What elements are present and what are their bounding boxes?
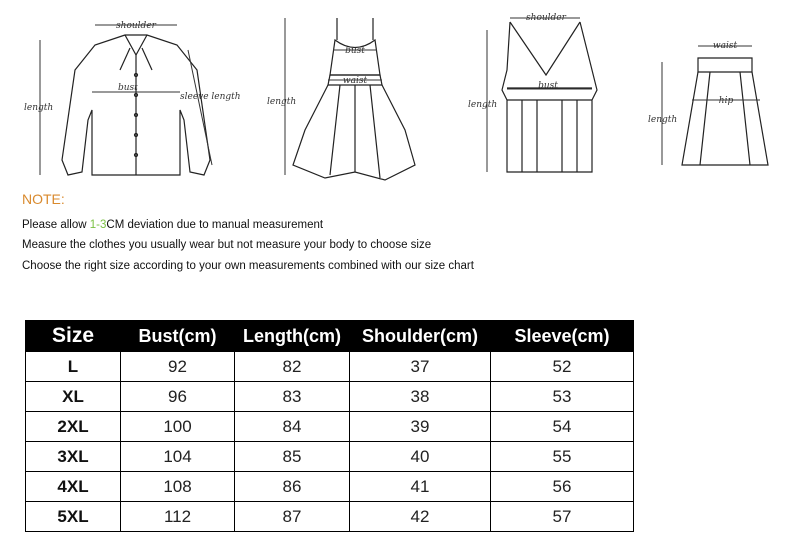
- size-cell: 3XL: [26, 442, 121, 472]
- measurement-diagrams: [0, 0, 800, 190]
- length-cell: 83: [235, 382, 350, 412]
- shoulder-cell: 38: [350, 382, 491, 412]
- shirt-length-label: length: [24, 103, 54, 113]
- note-line-2: Measure the clothes you usually wear but not measure your body to choose size: [22, 239, 432, 251]
- bust-cell: 92: [121, 352, 235, 382]
- note-line-3: Choose the right size according to your own measurements combined with our size chart: [22, 260, 474, 272]
- shirt-diagram: [20, 0, 250, 190]
- shoulder-cell: 39: [350, 412, 491, 442]
- shoulder-cell: 42: [350, 502, 491, 532]
- note-deviation-value: 1-3: [89, 219, 107, 231]
- shirt-shoulder-label: shoulder: [116, 21, 156, 31]
- shirt-sleeve-label: sleeve length: [180, 92, 241, 102]
- bust-cell: 96: [121, 382, 235, 412]
- sleeve-cell: 55: [491, 442, 634, 472]
- header-shoulder: Shoulder(cm): [350, 321, 491, 352]
- table-row: [26, 472, 634, 502]
- dress-diagram: [265, 0, 435, 190]
- header-bust: Bust(cm): [121, 321, 235, 352]
- bust-cell: 104: [121, 442, 235, 472]
- tank-length-label: length: [468, 100, 498, 110]
- table-row: [26, 352, 634, 382]
- size-cell: 5XL: [26, 502, 121, 532]
- bust-cell: 100: [121, 412, 235, 442]
- dress-outline: [293, 18, 415, 180]
- size-chart-header-row: [26, 321, 634, 352]
- skirt-measure-lines: [662, 46, 760, 165]
- header-size: Size: [26, 321, 121, 352]
- tank-shoulder-label: shoulder: [526, 13, 566, 23]
- note-line-1-pre: Please allow: [22, 219, 90, 231]
- shoulder-cell: 37: [350, 352, 491, 382]
- length-cell: 87: [235, 502, 350, 532]
- skirt-outline: [682, 58, 768, 165]
- length-cell: 86: [235, 472, 350, 502]
- skirt-length-label: length: [648, 115, 678, 125]
- skirt-diagram: [640, 0, 790, 190]
- shirt-outline: [62, 35, 210, 175]
- tank-outline: [502, 22, 597, 172]
- length-cell: 84: [235, 412, 350, 442]
- shoulder-cell: 40: [350, 442, 491, 472]
- bust-cell: 108: [121, 472, 235, 502]
- header-sleeve: Sleeve(cm): [491, 321, 634, 352]
- size-cell: XL: [26, 382, 121, 412]
- sleeve-cell: 53: [491, 382, 634, 412]
- size-chart-table: [25, 320, 634, 532]
- tank-measure-lines: [487, 18, 592, 172]
- sleeve-cell: 56: [491, 472, 634, 502]
- size-cell: 2XL: [26, 412, 121, 442]
- header-length: Length(cm): [235, 321, 350, 352]
- tank-diagram: [462, 0, 632, 190]
- skirt-waist-label: waist: [712, 41, 738, 51]
- shirt-bust-label: bust: [118, 83, 138, 93]
- length-cell: 85: [235, 442, 350, 472]
- sleeve-cell: 54: [491, 412, 634, 442]
- length-cell: 82: [235, 352, 350, 382]
- table-row: [26, 412, 634, 442]
- sleeve-cell: 57: [491, 502, 634, 532]
- note-title: NOTE:: [22, 191, 65, 207]
- dress-waist-label: waist: [342, 76, 368, 86]
- note-line-1: [22, 219, 323, 231]
- shoulder-cell: 41: [350, 472, 491, 502]
- bust-cell: 112: [121, 502, 235, 532]
- tank-bust-label: bust: [538, 81, 558, 91]
- dress-length-label: length: [267, 97, 297, 107]
- size-cell: 4XL: [26, 472, 121, 502]
- size-cell: L: [26, 352, 121, 382]
- skirt-hip-label: hip: [718, 96, 734, 106]
- table-row: [26, 502, 634, 532]
- table-row: [26, 442, 634, 472]
- dress-measure-lines: [285, 18, 382, 175]
- table-row: [26, 382, 634, 412]
- dress-bust-label: bust: [345, 46, 365, 56]
- note-line-1-post: CM deviation due to manual measurement: [106, 219, 324, 231]
- sleeve-cell: 52: [491, 352, 634, 382]
